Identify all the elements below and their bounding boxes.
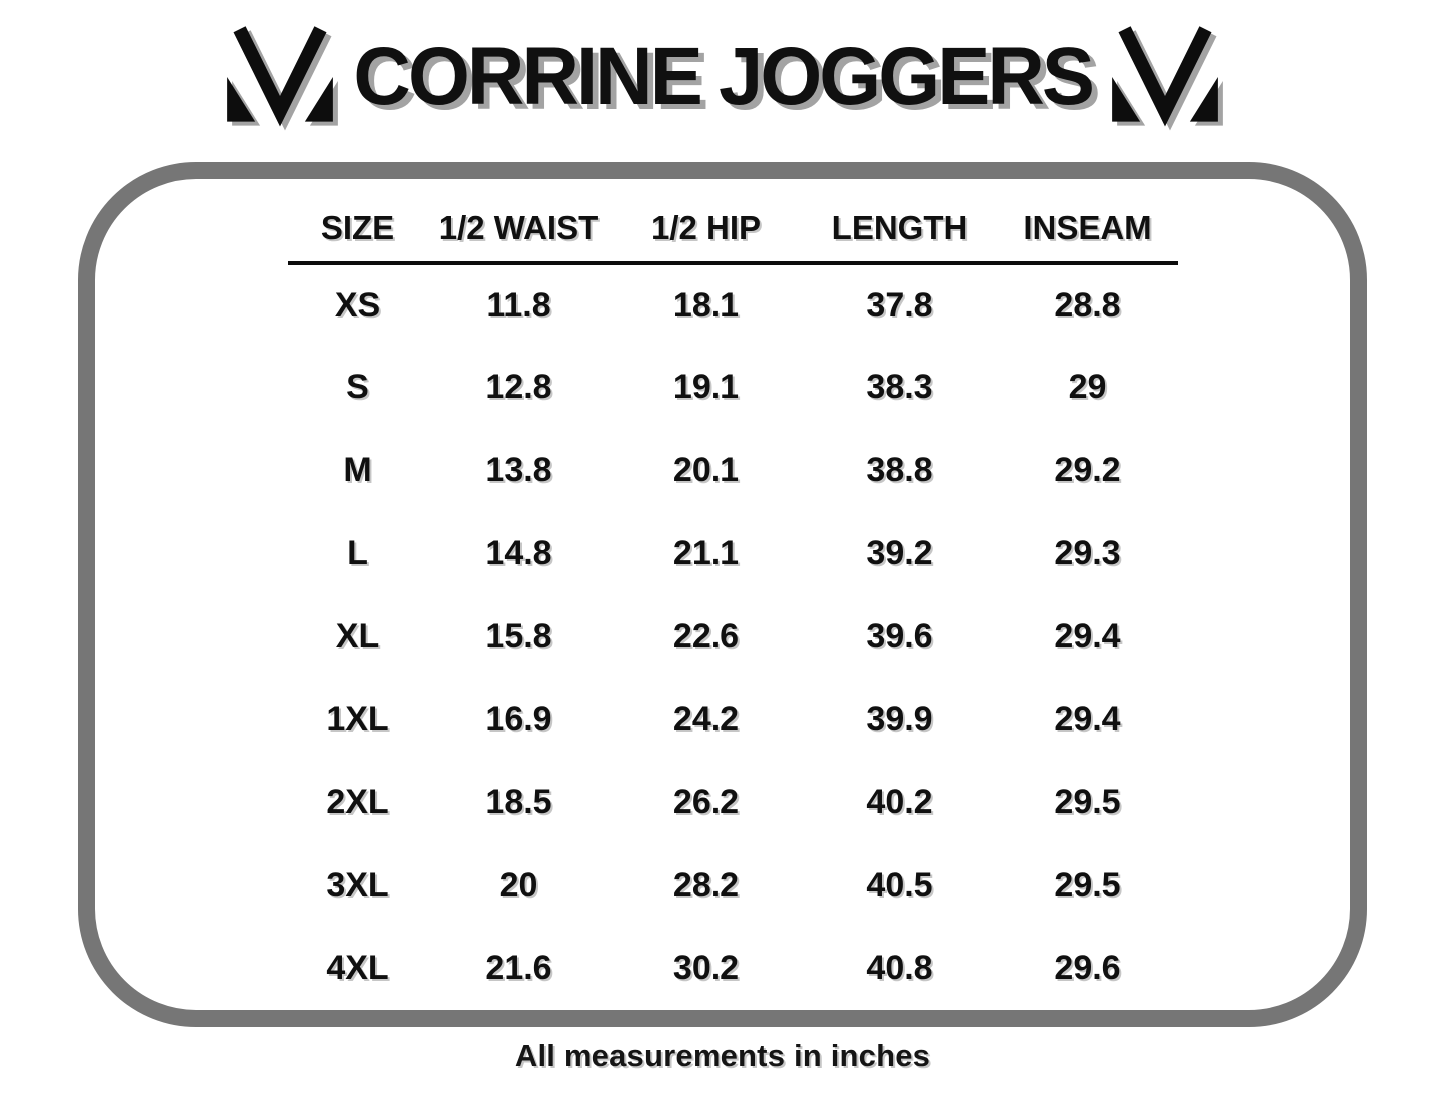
size-chart-panel bbox=[78, 162, 1367, 1027]
table-row bbox=[288, 263, 1178, 346]
measurement-cell: 40.2 bbox=[866, 783, 933, 821]
column-header-length: LENGTH bbox=[802, 195, 997, 263]
size-cell: L bbox=[347, 534, 368, 572]
measurement-cell: 29.6 bbox=[1054, 949, 1121, 987]
column-header-hip: 1/2 HIP bbox=[610, 195, 802, 263]
measurement-cell: 21.1 bbox=[672, 534, 740, 572]
measurement-cell: 16.9 bbox=[485, 700, 552, 738]
measurement-cell: 14.8 bbox=[485, 534, 552, 572]
measurement-cell: 21.6 bbox=[485, 949, 552, 987]
measurement-cell: 28.2 bbox=[672, 866, 740, 904]
measurement-cell: 18.5 bbox=[485, 783, 552, 821]
measurement-cell: 29.5 bbox=[1054, 783, 1121, 821]
table-row bbox=[288, 927, 1178, 1010]
header-row bbox=[288, 195, 1178, 263]
measurement-cell: 39.9 bbox=[866, 700, 933, 738]
size-cell: 4XL bbox=[326, 949, 389, 987]
measurement-cell: 38.8 bbox=[866, 451, 933, 489]
measurement-cell: 39.6 bbox=[866, 617, 933, 655]
table-row bbox=[288, 429, 1178, 512]
measurement-cell: 24.2 bbox=[672, 700, 740, 738]
measurement-cell: 29.2 bbox=[1054, 451, 1121, 489]
measurement-cell: 22.6 bbox=[672, 617, 740, 655]
measurement-cell: 39.2 bbox=[866, 534, 933, 572]
size-table-body bbox=[288, 263, 1178, 1010]
measurement-cell: 29.4 bbox=[1054, 617, 1121, 655]
measurement-cell: 15.8 bbox=[485, 617, 552, 655]
measurement-cell: 40.8 bbox=[866, 949, 933, 987]
column-header-inseam: INSEAM bbox=[997, 195, 1178, 263]
column-header-size: SIZE bbox=[288, 195, 427, 263]
size-table-wrap bbox=[288, 195, 1178, 1010]
table-row bbox=[288, 844, 1178, 927]
measurement-cell: 20.1 bbox=[672, 451, 740, 489]
measurement-cell: 38.3 bbox=[866, 368, 933, 406]
brand-m-logo-left-icon bbox=[224, 25, 336, 129]
measurement-cell: 19.1 bbox=[672, 368, 740, 406]
size-table bbox=[288, 195, 1178, 1010]
measurement-cell: 29.5 bbox=[1054, 866, 1121, 904]
size-cell: XL bbox=[335, 617, 380, 655]
size-cell: 3XL bbox=[326, 866, 389, 904]
table-row bbox=[288, 346, 1178, 429]
size-cell: 1XL bbox=[326, 700, 389, 738]
measurement-cell: 20 bbox=[499, 866, 538, 904]
measurement-cell: 13.8 bbox=[485, 451, 552, 489]
table-row bbox=[288, 512, 1178, 595]
size-table-header bbox=[288, 195, 1178, 263]
measurement-cell: 37.8 bbox=[866, 286, 933, 324]
table-row bbox=[288, 595, 1178, 678]
measurement-cell: 12.8 bbox=[485, 368, 552, 406]
measurement-cell: 29.3 bbox=[1054, 534, 1121, 572]
size-cell: M bbox=[343, 451, 372, 489]
page-title: CORRINE JOGGERS bbox=[353, 31, 1092, 122]
measurement-cell: 30.2 bbox=[672, 949, 740, 987]
brand-m-logo-right-icon bbox=[1109, 25, 1221, 129]
measurement-cell: 40.5 bbox=[866, 866, 933, 904]
measurement-cell: 29 bbox=[1068, 368, 1107, 406]
size-cell: XS bbox=[334, 286, 381, 324]
units-note: All measurements in inches bbox=[514, 1038, 931, 1073]
header bbox=[0, 16, 1445, 138]
size-cell: S bbox=[346, 368, 369, 406]
measurement-cell: 18.1 bbox=[672, 286, 740, 324]
measurement-cell: 26.2 bbox=[672, 783, 740, 821]
size-cell: 2XL bbox=[326, 783, 389, 821]
measurement-cell: 29.4 bbox=[1054, 700, 1121, 738]
column-header-waist: 1/2 WAIST bbox=[427, 195, 610, 263]
table-row bbox=[288, 761, 1178, 844]
measurement-cell: 28.8 bbox=[1054, 286, 1121, 324]
measurement-cell: 11.8 bbox=[486, 286, 551, 324]
table-row bbox=[288, 678, 1178, 761]
